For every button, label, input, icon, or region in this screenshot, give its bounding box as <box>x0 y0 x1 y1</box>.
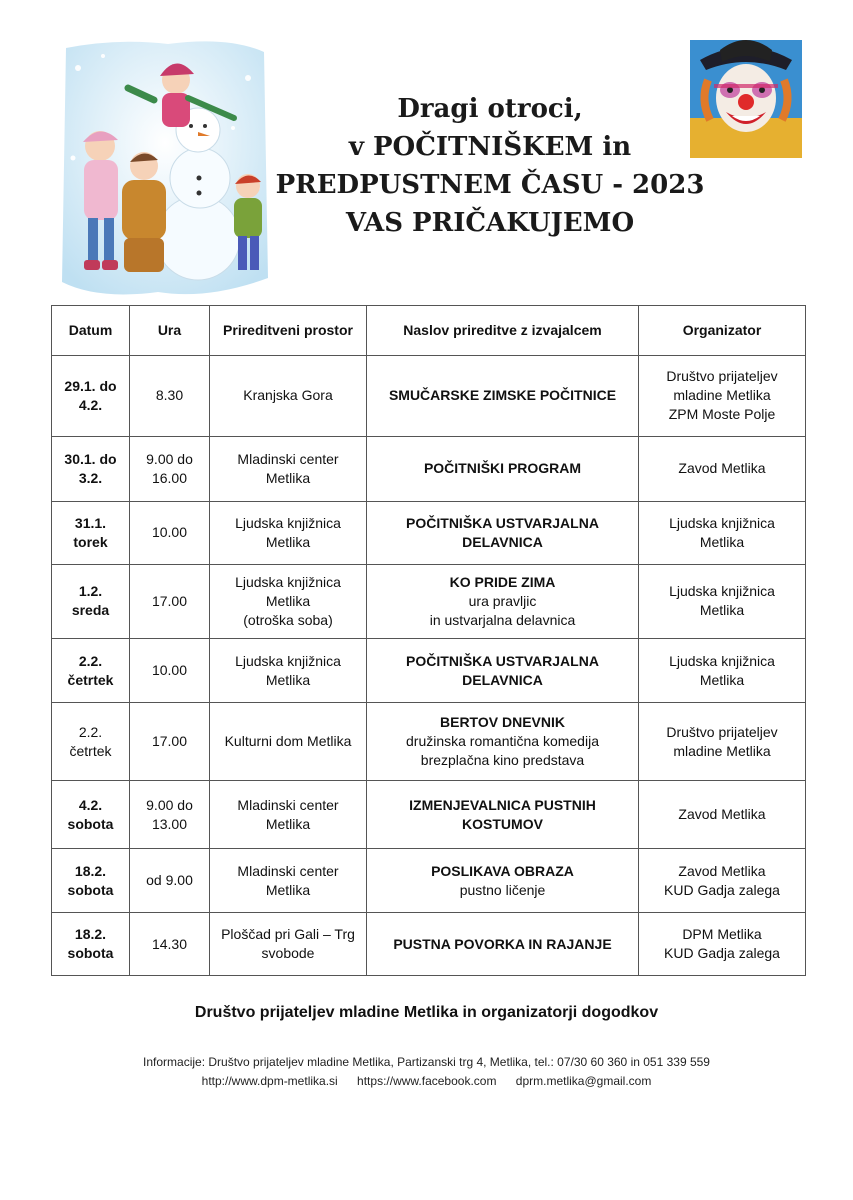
cell-event-title <box>367 356 639 437</box>
cell-time-text: 8.30 <box>155 387 184 404</box>
cell-date <box>52 913 130 976</box>
email-link[interactable]: dprm.metlika@gmail.com <box>515 1074 652 1088</box>
table-row <box>52 564 806 639</box>
cell-date <box>52 639 130 703</box>
cell-date-text: 2.2. četrtek <box>69 723 112 759</box>
cell-venue-text: Mladinski center Metlika <box>237 796 339 832</box>
cell-venue-text: Ljudska knjižnica Metlika <box>235 514 341 550</box>
cell-time <box>130 564 210 639</box>
facebook-link[interactable]: https://www.facebook.com <box>357 1074 497 1088</box>
cell-organizer-text: Ljudska knjižnica Metlika <box>669 583 775 619</box>
title-line: Dragi otroci, <box>397 94 583 124</box>
cell-organizer <box>639 702 806 781</box>
cell-organizer <box>639 639 806 703</box>
cell-date-text: 30.1. do 3.2. <box>64 450 117 486</box>
cell-date-text: 1.2. sreda <box>71 583 110 619</box>
cell-event-title-text: PUSTNA POVORKA IN RAJANJE <box>393 935 612 952</box>
cell-venue <box>210 848 367 913</box>
cell-event-title <box>367 436 639 502</box>
contact-info <box>0 1053 853 1091</box>
cell-organizer-text: Zavod Metlika KUD Gadja zalega <box>664 862 780 898</box>
cell-event-title-text: KO PRIDE ZIMA <box>449 573 556 590</box>
table-row <box>52 356 806 437</box>
cell-date-text: 18.2. sobota <box>67 862 114 898</box>
table-row <box>52 913 806 976</box>
cell-organizer-text: Zavod Metlika <box>678 460 766 477</box>
cell-venue-text: Ljudska knjižnica Metlika (otroška soba) <box>235 573 341 628</box>
cell-time <box>130 848 210 913</box>
cell-time-text: 9.00 do 13.00 <box>146 796 193 832</box>
cell-date <box>52 436 130 502</box>
cell-organizer <box>639 913 806 976</box>
cell-event-title-text: BERTOV DNEVNIK <box>440 714 565 731</box>
cell-time-text: 10.00 <box>151 662 188 678</box>
cell-date-text: 31.1. torek <box>73 514 108 550</box>
cell-date <box>52 702 130 781</box>
column-header-event-title: Naslov prireditve z izvajalcem <box>367 306 639 356</box>
cell-event-title <box>367 564 639 639</box>
cell-venue-text: Kranjska Gora <box>243 387 333 404</box>
title-line: PREDPUSTNEM ČASU - 2023 <box>275 170 705 200</box>
children-snowman-illustration <box>58 38 270 300</box>
cell-time-text: od 9.00 <box>146 872 193 889</box>
cell-event-title-text: POČITNIŠKI PROGRAM <box>423 460 582 477</box>
cell-venue <box>210 702 367 781</box>
cell-date <box>52 848 130 913</box>
cell-venue-text: Ploščad pri Gali – Trg svobode <box>221 926 355 962</box>
organizers-line: Društvo prijateljev mladine Metlika in organizatorji dogodkov <box>194 1004 659 1021</box>
cell-organizer-text: DPM Metlika KUD Gadja zalega <box>664 926 780 962</box>
website-link[interactable]: http://www.dpm-metlika.si <box>201 1074 338 1088</box>
cell-event-title <box>367 502 639 565</box>
cell-organizer-text: Ljudska knjižnica Metlika <box>669 652 775 688</box>
cell-venue <box>210 436 367 502</box>
cell-event-title <box>367 639 639 703</box>
cell-date <box>52 564 130 639</box>
table-row <box>52 848 806 913</box>
cell-organizer <box>639 356 806 437</box>
cell-time <box>130 436 210 502</box>
cell-organizer-text: Društvo prijateljev mladine Metlika ZPM Moste Polje <box>666 368 778 423</box>
column-header-venue: Prireditveni prostor <box>210 306 367 356</box>
cell-organizer-text: Zavod Metlika <box>678 806 766 823</box>
cell-time <box>130 356 210 437</box>
column-header-time: Ura <box>130 306 210 356</box>
table-row <box>52 639 806 703</box>
table-row <box>52 702 806 781</box>
table-header-row <box>52 306 806 356</box>
cell-date <box>52 781 130 849</box>
cell-date <box>52 502 130 565</box>
cell-event-title <box>367 702 639 781</box>
cell-venue <box>210 913 367 976</box>
cell-venue <box>210 781 367 849</box>
cell-venue <box>210 356 367 437</box>
cell-event-title <box>367 781 639 849</box>
cell-time <box>130 639 210 703</box>
cell-venue-text: Ljudska knjižnica Metlika <box>235 652 341 688</box>
cell-organizer <box>639 502 806 565</box>
cell-organizer <box>639 781 806 849</box>
table-row <box>52 436 806 502</box>
cell-venue <box>210 564 367 639</box>
table-row <box>52 502 806 565</box>
cell-event-title-text: POSLIKAVA OBRAZA <box>431 862 574 879</box>
event-subtitle: družinska romantična komedija brezplačna kino predstava <box>406 733 599 769</box>
cell-event-title <box>367 913 639 976</box>
cell-time-text: 10.00 <box>151 524 188 541</box>
cell-date-text: 4.2. sobota <box>67 796 114 832</box>
column-header-organizer: Organizator <box>639 306 806 356</box>
cell-time <box>130 502 210 565</box>
contact-links <box>0 1072 853 1091</box>
cell-event-title-text: POČITNIŠKA USTVARJALNA DELAVNICA <box>406 652 599 688</box>
cell-date-text: 18.2. sobota <box>67 926 114 962</box>
cell-venue-text: Mladinski center Metlika <box>237 450 339 486</box>
cell-time-text: 17.00 <box>151 733 188 750</box>
contact-address: Informacije: Društvo prijateljev mladine Metlika, Partizanski trg 4, Metlika, tel.: 07/30 60 360 in 051 339 559 <box>143 1055 710 1069</box>
cell-venue <box>210 639 367 703</box>
cell-event-title <box>367 848 639 913</box>
cell-organizer <box>639 436 806 502</box>
event-subtitle: ura pravljic in ustvarjalna delavnica <box>429 592 576 628</box>
cell-venue-text: Kulturni dom Metlika <box>224 733 352 750</box>
events-table <box>51 305 806 976</box>
cell-time <box>130 702 210 781</box>
page-title <box>240 90 740 242</box>
cell-venue <box>210 502 367 565</box>
cell-time <box>130 913 210 976</box>
cell-organizer <box>639 848 806 913</box>
column-header-date: Datum <box>52 306 130 356</box>
cell-event-title-text: POČITNIŠKA USTVARJALNA DELAVNICA <box>406 514 599 550</box>
cell-date-text: 29.1. do 4.2. <box>64 377 117 413</box>
cell-event-title-text: IZMENJEVALNICA PUSTNIH KOSTUMOV <box>409 796 596 832</box>
cell-organizer-text: Ljudska knjižnica Metlika <box>669 514 775 550</box>
cell-organizer <box>639 564 806 639</box>
cell-date <box>52 356 130 437</box>
title-line: VAS PRIČAKUJEMO <box>345 208 635 238</box>
cell-organizer-text: Društvo prijateljev mladine Metlika <box>666 723 778 759</box>
cell-time-text: 17.00 <box>151 592 188 609</box>
cell-time-text: 9.00 do 16.00 <box>146 450 193 486</box>
title-line: v POČITNIŠKEM in <box>348 132 632 162</box>
cell-venue-text: Mladinski center Metlika <box>237 862 339 898</box>
cell-date-text: 2.2. četrtek <box>67 652 114 688</box>
table-row <box>52 781 806 849</box>
cell-time <box>130 781 210 849</box>
cell-event-title-text: SMUČARSKE ZIMSKE POČITNICE <box>388 387 617 404</box>
cell-time-text: 14.30 <box>151 935 188 952</box>
event-subtitle: pustno ličenje <box>459 881 546 898</box>
